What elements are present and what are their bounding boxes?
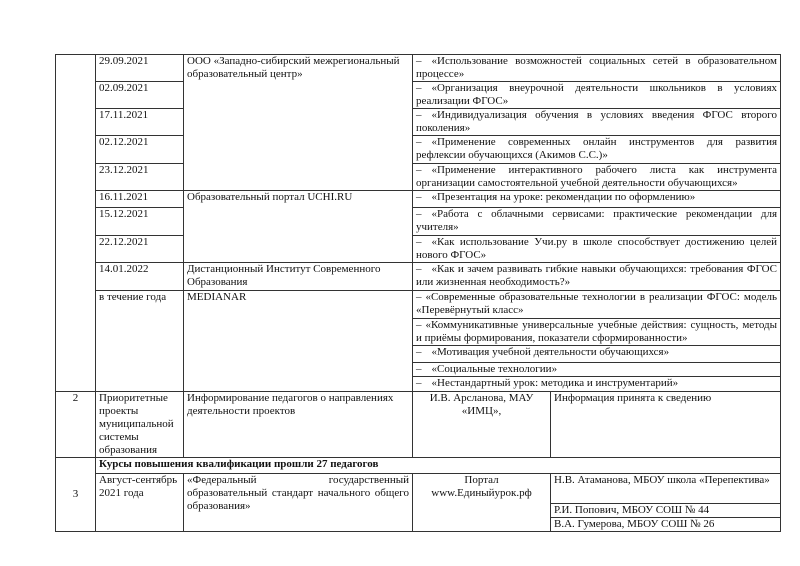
dash: – [416,164,422,176]
topic-cell [413,55,781,82]
topic-cell [413,319,781,346]
date-cell: 02.09.2021 [96,82,184,109]
topic-text: «Мотивация учебной деятельности обучающихся» [431,346,670,358]
topic-cell [413,291,781,319]
topic-text: «Как использование Учи.ру в школе способствует достижению целей нового ФГОС» [416,236,778,261]
topic-text: «Как и зачем развивать гибкие навыки обучающихся: требования ФГОС или жизненная необходимость?» [416,263,778,288]
dash: – [416,263,422,275]
participant-cell: Н.В. Атаманова, МБОУ школа «Перепектива» [551,474,781,504]
topic-cell [413,109,781,136]
topic-cell [413,136,781,164]
dash: – [416,191,422,203]
topic-cell [413,236,781,263]
dash: – [416,136,422,148]
dash: – [416,55,422,67]
date-cell: 17.11.2021 [96,109,184,136]
row-number: 2 [56,392,96,458]
topic-text: «Применение интерактивного рабочего листа как инструмента организации самостоятельной учебной деятельности обучающихся» [416,164,778,189]
dash: – [416,82,422,94]
dash: – [416,291,422,303]
dash: – [416,319,422,331]
organizer-cell: Образовательный портал UCHI.RU [184,191,413,263]
date-cell: 29.09.2021 [96,55,184,82]
date-cell: 22.12.2021 [96,236,184,263]
dash: – [416,208,422,220]
topic-text: «Коммуникативные универсальные учебные действия: сущность, методы и приёмы формирования, показатели сформированности» [416,319,778,344]
topic-text: «Современные образовательные технологии в реализации ФГОС: модель «Перевёрнутый класс» [416,291,778,316]
topic-cell [413,363,781,377]
dash: – [416,109,422,121]
provider-cell: Портал www.Единыйурок.рф [413,474,551,532]
date-cell: в течение года [96,291,184,392]
dash: – [416,377,422,389]
topic-text: «Применение современных онлайн инструментов для развития рефлексии обучающихся (Акимов С.С.)» [416,136,778,161]
topic-cell [413,377,781,392]
topic-text: «Презентация на уроке: рекомендации по оформлению» [431,191,696,203]
topic-text: «Работа с облачными сервисами: практические рекомендации для учителя» [416,208,778,233]
period-cell: Август-сентябрь 2021 года [96,474,184,532]
topic-cell [413,191,781,208]
dash: – [416,346,422,358]
date-cell: 14.01.2022 [96,263,184,291]
date-cell: 16.11.2021 [96,191,184,208]
date-cell: 02.12.2021 [96,136,184,164]
section-header: Курсы повышения квалификации прошли 27 педагогов [96,458,781,474]
topic-text: «Социальные технологии» [431,363,558,375]
organizer-cell: MEDIANAR [184,291,413,392]
participant-cell: В.А. Гумерова, МБОУ СОШ № 26 [551,518,781,532]
result-cell: Информация принята к сведению [551,392,781,458]
topic-cell [413,164,781,191]
dash: – [416,363,422,375]
report-table [55,54,781,532]
topic-cell [413,346,781,363]
topic-text: «Нестандартный урок: методика и инструментарий» [431,377,679,389]
content-cell: Информирование педагогов о направлениях деятельности проектов [184,392,413,458]
date-cell: 23.12.2021 [96,164,184,191]
topic-cell [413,208,781,236]
organizer-cell: Дистанционный Институт Современного Образования [184,263,413,291]
topic-cell [413,82,781,109]
topic-text: «Организация внеурочной деятельности школьников в условиях реализации ФГОС» [416,82,778,107]
organizer-cell: ООО «Западно-сибирский межрегиональный образовательный центр» [184,55,413,191]
course-cell: «Федеральный государственный образовательный стандарт начального общего образования» [184,474,413,532]
dash: – [416,236,422,248]
topic-text: «Индивидуализация обучения в условиях введения ФГОС второго поколения» [416,109,778,134]
topic-cell [413,263,781,291]
topic-text: «Использование возможностей социальных сетей в образовательном процессе» [416,55,778,80]
participant-cell: Р.И. Попович, МБОУ СОШ № 44 [551,504,781,518]
responsible-cell: И.В. Арсланова, МАУ «ИМЦ», [413,392,551,458]
continued-number-cell [56,55,96,392]
row-number: 3 [56,458,96,532]
topic-cell: Приоритетные проекты муниципальной системы образования [96,392,184,458]
date-cell: 15.12.2021 [96,208,184,236]
